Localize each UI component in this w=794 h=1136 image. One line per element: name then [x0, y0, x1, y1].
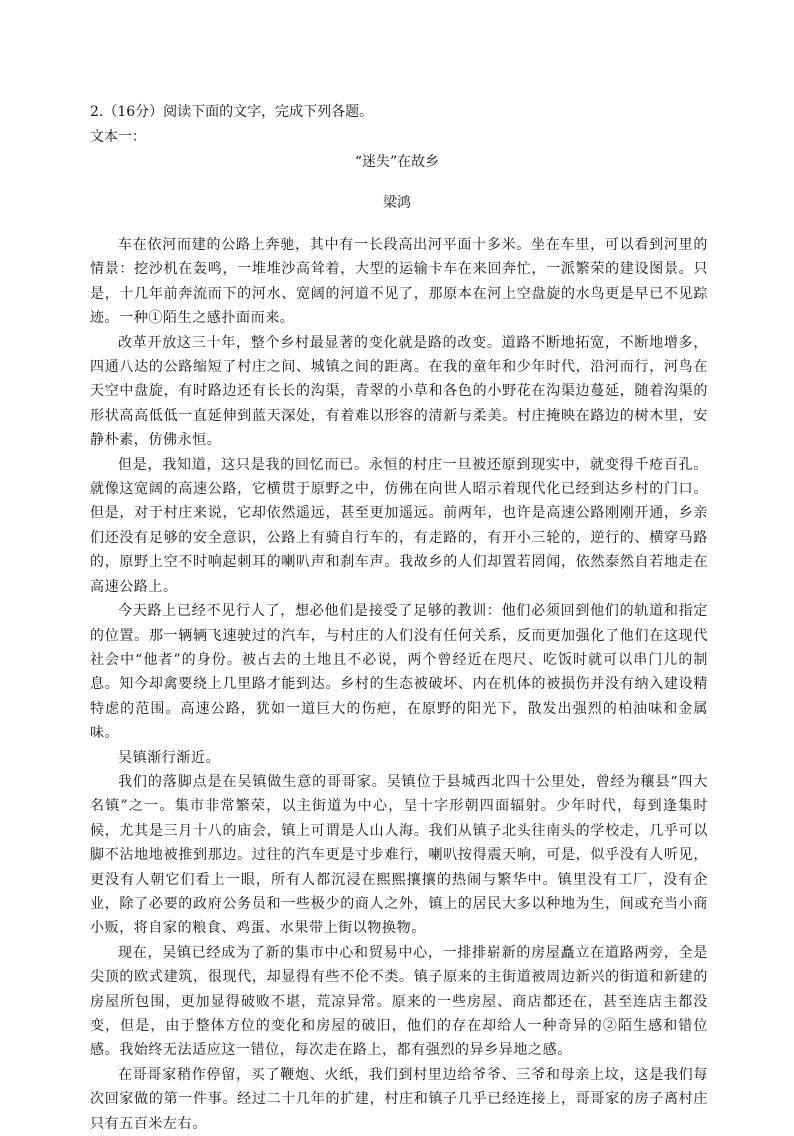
article-title: “迷失”在故乡: [354, 154, 440, 170]
paragraph: 今天路上已经不见行人了，想必他们是接受了足够的教训：他们必须回到他们的轨道和指定的位置。那一辆辆飞速驶过的汽车，与村庄的人们没有任何关系，反而更加强化了他们在这现代社会中“他者”的身份。被占去的土地且不必说，两个曾经近在咫尺、吃饭时就可以串门儿的制息。知今却禽要绕上几里路才能到达。乡村的生态被破坏、内在机体的被损伤并没有纳入建设精特虑的范围。高速公路，犹如一道巨大的伤疤，在原野的阳光下，散发出强烈的柏油味和金属味。: [90, 603, 708, 742]
paragraph: 现在，吴镇已经成为了新的集市中心和贸易中心，一排排崭新的房屋矗立在道路两旁，全是尖顶的欧式建筑，很现代，却显得有些不伦不类。镇子原来的主街道被周边新兴的街道和新建的房屋所包围，更加显得破败不堪，荒凉异常。原来的一些房屋、商店都还在，甚至连店主都没变，但是，由于整体方位的变化和房屋的破旧，他们的存在却给人一种奇异的②陌生感和错位感。我始终无法适应这一错位，每次走在路上，都有强烈的异乡异地之感。: [90, 944, 708, 1059]
paragraph: 车在依河而建的公路上奔驰，其中有一长段高出河平面十多米。坐在车里，可以看到河里的情景：挖沙机在轰鸣，一堆堆沙高耸着，大型的运输卡车在来回奔忙，一派繁荣的建设图景。只是，十几年前奔流而下的河水、宽阔的河道不见了，那原本在河上空盘旋的水鸟更是早已不见踪迹。一种①陌生之感扑面而来。: [90, 237, 708, 327]
text-label: 文本一：: [90, 129, 146, 145]
question-header: 2.（16分）阅读下面的文字，完成下列各题。: [90, 104, 374, 120]
article-author: 梁鸿: [383, 195, 411, 211]
paragraph: 在哥哥家稍作停留，买了鞭炮、火纸，我们到村里边给爷爷、三爷和母亲上坟，这是我们每次回家做的第一件事。经过二十几年的扩建，村庄和镇子几乎已经连接上，哥哥家的房子离村庄只有五百米左右。: [90, 1066, 708, 1132]
paragraph: 我们的落脚点是在吴镇做生意的哥哥家。吴镇位于县城西北四十公里处，曾经为穰县“四大名镇”之一。集市非常繁荣，以主街道为中心，呈十字形朝四面辐射。少年时代，每到逢集时候，尤其是三月十八的庙会，镇上可谓是人山人海。我们从镇子北头往南头的学校走，几乎可以脚不沾地地被推到那边。过往的汽车更是寸步难行，喇叭按得震天响，可是，似乎没有人听见，更没有人朝它们看上一眼，所有人都沉浸在熙熙攘攘的热闹与繁华中。镇里没有工厂，没有企业，除了必要的政府公务员和一些极少的商人之外，镇上的居民大多以种地为生，间或充当小商小贩，将自家的粮食、鸡蛋、水果带上街以物换物。: [90, 773, 708, 937]
paragraph: 但是，我知道，这只是我的回忆而已。永恒的村庄一旦被还原到现实中，就变得千疮百孔。就像这宽阔的高速公路，它横贯于原野之中，仿佛在向世人昭示着现代化已经到达乡村的门口。但是，对于村庄来说，它却依然遥远，甚至更加遥远。前两年，也许是高速公路刚刚开通，乡亲们还没有足够的安全意识，公路上有骑自行车的，有走路的，有开小三轮的，逆行的、横穿马路的，原野上空不时响起刺耳的喇叭声和刹车声。我故乡的人们却置若罔闻，依然泰然自若地走在高速公路上。: [90, 456, 708, 595]
paragraph: 改革开放这三十年，整个乡村最显著的变化就是路的改变。道路不断地拓宽，不断地增多，四通八达的公路缩短了村庄之间、城镇之间的距离。在我的童年和少年时代，沿河而行，河鸟在天空中盘旋，有时路边还有长长的沟渠，青翠的小草和各色的小野花在沟渠边蔓延，随着沟渠的形状高高低低一直延伸到蓝天深处，有着难以形容的清新与柔美。村庄掩映在路边的树木里，安静朴素，仿佛永恒。: [90, 334, 708, 449]
article-body: [90, 233, 708, 1136]
paragraph: 吴镇渐行渐近。: [118, 749, 221, 766]
